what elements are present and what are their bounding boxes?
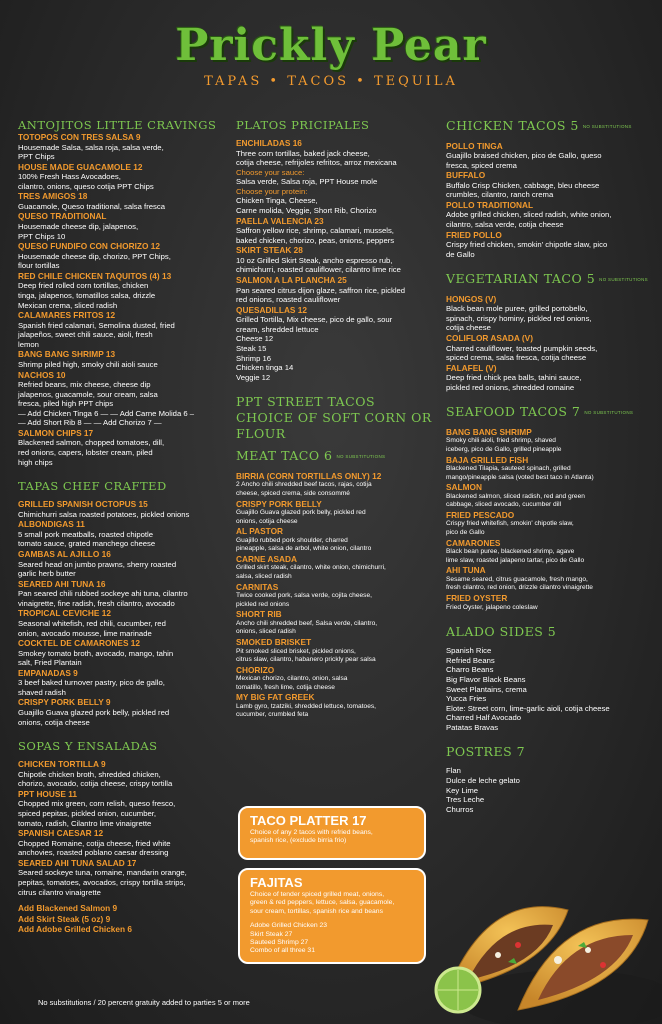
menu-item-desc: tomato, radish, Cilantro lime vinaigrette [18, 818, 152, 828]
menu-item-desc: Veggie 12 [236, 372, 271, 382]
menu-item-name: GRILLED SPANISH OCTOPUS 15 [18, 499, 148, 510]
menu-item-desc: jalapeños, sweet chili sauce, aioli, fresh [18, 330, 153, 340]
menu-item-desc: Chipotle chicken broth, shredded chicken, [18, 769, 161, 779]
menu-item-desc: Blackened salmon, sliced radish, red and green [446, 492, 585, 500]
menu-item-desc: Charred cauliflower, toasted pumpkin seeds, [446, 343, 598, 353]
menu-item-desc: Smokey tomato broth, avocado, mango, tahin [18, 648, 174, 658]
menu-item-name: MY BIG FAT GREEK [236, 692, 315, 703]
brand-header [0, 22, 662, 89]
menu-item-desc: flour tortillas [18, 261, 60, 271]
vegetarian-taco-title: VEGETARIAN TACO 5 [446, 271, 596, 287]
menu-item-desc: PPT Chips [18, 152, 55, 162]
menu-item-name: SALMON [446, 482, 482, 493]
menu-item-desc: jalapenos, guacamole, sour cream, salsa [18, 389, 158, 399]
menu-item-desc: citrus slaw, cilantro, habanero prickly pear salsa [236, 656, 376, 664]
menu-item-desc: cream, shredded lettuce [236, 324, 319, 334]
menu-item-desc: citrus cilantro vinaigrette [18, 887, 101, 897]
menu-item-desc: Lamb gyro, tzatziki, shredded lettuce, tomatoes, [236, 702, 377, 710]
menu-item-desc: pickled red onions, shredded romaine [446, 382, 575, 392]
menu-item-desc: 100% Fresh Hass Avocadoes, [18, 172, 121, 182]
menu-item-name: QUESO TRADITIONAL [18, 211, 107, 222]
menu-item-desc: red onions, roasted cauliflower [236, 295, 341, 305]
menu-item-desc: chorizo, avocado, cotija cheese, crispy tortilla [18, 779, 173, 789]
menu-item-desc: spinach, crispy hominy, pickled red onions, [446, 313, 592, 323]
menu-item-desc: Deep fried rolled corn tortillas, chicken [18, 281, 149, 291]
menu-item-desc: Guajillo Guava glazed pork belly, pickled red [236, 509, 366, 517]
list-item: Yucca Fries [446, 694, 487, 704]
menu-item-desc: cotija cheese, refrijoles refritos, arroz mexicana [236, 158, 397, 168]
list-item: Big Flavor Black Beans [446, 674, 526, 684]
menu-item-name: FRIED OYSTER [446, 593, 508, 604]
menu-item-desc: de Gallo [446, 249, 475, 259]
menu-item-desc: Smoky chili aioli, fried shrimp, shaved [446, 437, 556, 445]
menu-item-desc: onions, sliced radish [236, 628, 296, 636]
menu-item-name: FRIED POLLO [446, 229, 502, 240]
fajitas-desc: Choice of tender spiced grilled meat, onions, [250, 891, 385, 898]
menu-item-name: ENCHILADAS 16 [236, 138, 302, 148]
menu-item-desc: Black bean mole puree, grilled portobello, [446, 304, 588, 314]
vegetarian-taco-note: NO SUBSTITUTIONS [599, 276, 648, 282]
menu-item-name: GAMBAS AL AJILLO 16 [18, 549, 111, 560]
menu-item-desc: Pit smoked sliced brisket, pickled onions, [236, 647, 356, 655]
fajitas-options [250, 922, 414, 956]
menu-item-desc: Carne molida, Veggie, Short Rib, Chorizo [236, 206, 377, 216]
menu-item-desc: — Add Chicken Tinga 6 — — Add Carne Molida 6 – [18, 408, 195, 418]
fajitas-desc: sour cream, tortillas, spanish rice and beans [250, 907, 383, 915]
menu-item-desc: cucumber, crumbled feta [236, 711, 309, 719]
fajitas-option: Sauteed Shrimp 27 [250, 939, 309, 947]
menu-item-name: CARNE ASADA [236, 553, 297, 564]
menu-item-name: POLLO TRADITIONAL [446, 199, 534, 210]
sopas-addons [18, 903, 226, 935]
footer-note: No substitutions / 20 percent gratuity added to parties 5 or more [38, 998, 250, 1007]
menu-item-desc: Mexican chorizo, cilantro, onion, salsa [236, 675, 348, 683]
menu-item-desc: Housemade cheese dip, chorizo, PPT Chips, [18, 251, 171, 261]
tacos-illustration [428, 880, 662, 1024]
section-title-postres: POSTRES 7 [446, 744, 526, 760]
addon-item: Add Adobe Grilled Chicken 6 [18, 924, 133, 935]
section-title-meat-taco [236, 448, 436, 465]
sopas-list [18, 759, 226, 897]
menu-item-name: SALMON CHIPS 17 [18, 427, 94, 438]
alado-sides-list [446, 646, 652, 732]
menu-item-desc: shaved radish [18, 687, 66, 697]
menu-item-name: QUESADILLAS 12 [236, 304, 307, 315]
menu-item-name: CHICKEN TORTILLA 9 [18, 759, 106, 770]
menu-item-name: AL PASTOR [236, 526, 284, 537]
menu-item-desc: Twice cooked pork, salsa verde, cojita cheese, [236, 592, 372, 600]
menu-item-name: BAJA GRILLED FISH [446, 454, 529, 465]
platos-list [236, 138, 436, 216]
menu-item-desc: PPT Chips 10 [18, 231, 66, 241]
menu-item-desc: Housemade Salsa, salsa roja, salsa verde, [18, 142, 164, 152]
menu-item-desc: Chopped mix green, corn relish, queso fresco, [18, 799, 176, 809]
menu-item-desc: Buffalo Crisp Chicken, cabbage, bleu cheese [446, 180, 600, 190]
street-tacos-subtitle: CHOICE OF SOFT CORN OR FLOUR [236, 410, 432, 442]
menu-item-desc: tinga, jalapenos, tomatillos salsa, drizzle [18, 290, 156, 300]
seafood-tacos-list [446, 427, 652, 612]
menu-item-desc: Three corn tortillas, baked jack cheese, [236, 148, 370, 158]
fajitas-option: Skirt Steak 27 [250, 930, 293, 938]
menu-item-desc: high chips [18, 457, 53, 467]
menu-item-desc: red onions, capers, lobster cream, piled [18, 448, 153, 458]
menu-item-name: PPT HOUSE 11 [18, 788, 78, 799]
menu-item-desc: Guajillo braised chicken, pico de Gallo, queso [446, 151, 602, 160]
menu-item-desc: Ancho chili shredded beef, Salsa verde, cilantro, [236, 619, 378, 627]
menu-item-desc: Blackened Tilapia, sauteed spinach, grilled [446, 465, 571, 473]
taco-platter-desc: Choice of any 2 tacos with refried beans, [250, 829, 373, 836]
menu-item-name: CALAMARES FRITOS 12 [18, 310, 116, 321]
chicken-tacos-title: CHICKEN TACOS 5 [446, 118, 579, 133]
list-item: Patatas Bravas [446, 722, 499, 732]
menu-item-name: SPANISH CAESAR 12 [18, 828, 104, 839]
fajitas-option: Combo of all three 31 [250, 947, 315, 955]
section-title-alado-sides: ALADO SIDES 5 [446, 624, 557, 640]
menu-item-desc: cotija cheese [446, 323, 491, 333]
menu-item-desc: pico de Gallo [446, 529, 485, 537]
menu-item-desc: onions, cotija cheese [236, 517, 298, 525]
menu-item-desc: Guajillo Guava glazed pork belly, pickled red [18, 707, 170, 717]
menu-item-desc: Adobe grilled chicken, sliced radish, white onion, [446, 210, 612, 220]
section-title-vegetarian-taco [446, 271, 652, 288]
menu-item-desc: Guacamole, Queso traditional, salsa fresca [18, 201, 165, 211]
menu-item-desc: vinaigrette, fine radish, fresh cilantro, avocado [18, 598, 175, 608]
menu-item-name: RED CHILE CHICKEN TAQUITOS (4) 13 [18, 270, 172, 281]
meat-taco-title: MEAT TACO 6 [236, 448, 333, 464]
menu-item-name: POLLO TINGA [446, 140, 503, 151]
menu-item-desc: garlic herb butter [18, 569, 76, 579]
menu-item-desc: spiced pepitas, pickled onion, cucumber, [18, 808, 157, 818]
list-item: Refried Beans [446, 655, 495, 665]
section-title-chicken-tacos [446, 118, 652, 135]
menu-item-desc: Chimichurri salsa roasted potatoes, pickled onions [18, 509, 190, 519]
seafood-tacos-note: NO SUBSTITUTIONS [584, 409, 634, 415]
menu-item-name: COLIFLOR ASADA (V) [446, 333, 533, 344]
section-title-tapas-chef: TAPAS CHEF CRAFTED [18, 479, 167, 494]
menu-item-name: BIRRIA (CORN TORTILLAS ONLY) 12 [236, 470, 382, 481]
menu-item-desc: baked chicken, chorizo, peas, onions, peppers [236, 235, 395, 245]
menu-item-desc: lime slaw, roasted jalapeno tartar, pico de Gallo [446, 556, 585, 564]
addon-item: Add Skirt Steak (5 oz) 9 [18, 913, 111, 924]
menu-item-name: SMOKED BRISKET [236, 637, 312, 647]
menu-item-desc: iceberg, pico de Gallo, grilled pineapple [446, 446, 562, 453]
menu-item-desc: Salsa verde, Salsa roja, PPT House mole [236, 177, 378, 187]
menu-item-desc: Spanish fried calamari, Semolina dusted, fried [18, 320, 175, 330]
menu-item-name: ALBONDIGAS 11 [18, 519, 85, 530]
menu-item-desc: cabbage, sliced avocado, cucumber dill [446, 501, 562, 509]
meat-taco-note: NO SUBSTITUTIONS [336, 453, 386, 459]
menu-item-desc: 5 small pork meatballs, roasted chipotle [18, 529, 154, 539]
menu-item-desc: tomatillo, fresh lime, cotija cheese [236, 683, 335, 691]
menu-item-desc: Cheese 12 [236, 334, 274, 344]
menu-item-desc: fresca, spiced crema [446, 160, 517, 170]
menu-item-desc: Blackened salmon, chopped tomatoes, dill, [18, 438, 165, 448]
menu-item-name: CAMARONES [446, 537, 501, 548]
taco-platter-desc: spanish rice, (exclude birria frio) [250, 837, 347, 845]
menu-item-name: SEARED AHI TUNA 16 [18, 578, 106, 589]
menu-item-name: AHI TUNA [446, 565, 486, 576]
menu-item-desc: onion, avocado mousse, lime marinade [18, 628, 152, 638]
list-item: Spanish Rice [446, 646, 492, 656]
menu-column-left [18, 118, 226, 935]
menu-column-middle [236, 118, 436, 720]
fajitas-title: FAJITAS [250, 875, 303, 890]
menu-item-name: BUFFALO [446, 170, 486, 181]
list-item: Dulce de leche gelato [446, 776, 520, 786]
menu-item-desc: Fried Oyster, jalapeno coleslaw [446, 603, 538, 611]
list-item: Churros [446, 804, 474, 814]
list-item: Flan [446, 766, 461, 776]
menu-item-desc: Saffron yellow rice, shrimp, calamari, mussels, [236, 226, 394, 236]
menu-item-desc: Sesame seared, citrus guacamole, fresh mango, [446, 575, 588, 583]
restaurant-logo: Prickly Pear [175, 20, 487, 71]
menu-item-desc: pepitas, tomatoes, avocados, crispy tortilla strips, [18, 877, 186, 887]
menu-item-desc: Refried beans, mix cheese, cheese dip [18, 380, 151, 389]
menu-item-desc: salsa, sliced radish [236, 573, 292, 581]
fajitas-option: Adobe Grilled Chicken 23 [250, 922, 328, 930]
menu-item-desc: Pan seared chili rubbed sockeye ahi tuna, cilantro [18, 589, 188, 599]
taco-platter-box [238, 806, 426, 860]
menu-item-desc: 2 Ancho chili shredded beef tacos, rajas, cotija [236, 481, 372, 489]
menu-item-desc: anchovies, roasted poblano caesar dressing [18, 848, 169, 858]
menu-item-desc: Pan seared citrus dijon glaze, saffron rice, pickled [236, 285, 406, 295]
menu-item-name: NACHOS 10 [18, 369, 66, 380]
tapas-chef-list [18, 499, 226, 727]
seafood-tacos-title: SEAFOOD TACOS 7 [446, 404, 581, 420]
menu-item-desc: pickled red onions [236, 600, 290, 608]
list-item: Elote: Street corn, lime-garlic aioli, cotija cheese [446, 703, 610, 713]
menu-item-desc: Grilled Tortilla, Mix cheese, pico de gallo, sour [236, 315, 393, 325]
fajitas-desc: green & red peppers, lettuce, salsa, guacamole, [250, 899, 395, 907]
street-tacos-title: PPT STREET TACOS [236, 394, 376, 410]
menu-item-name: CARNITAS [236, 581, 279, 592]
menu-item-desc: cheese, spiced crema, side consommé [236, 489, 350, 497]
menu-item-desc: fresca, piled high PPT chips [18, 399, 114, 409]
list-item: Sweet Plantains, crema [446, 684, 527, 694]
menu-item-name: CRISPY PORK BELLY 9 [18, 697, 111, 708]
menu-item-desc: salt, Fried Plantain [18, 658, 82, 668]
menu-item-desc: onions, cotija cheese [18, 717, 90, 727]
menu-item-desc: spiced crema, salsa fresca, cotija cheese [446, 353, 587, 363]
menu-item-note: Choose your protein: [236, 186, 308, 196]
menu-item-name: SEARED AHI TUNA SALAD 17 [18, 857, 137, 868]
menu-item-desc: Chicken Tinga, Cheese, [236, 196, 318, 206]
menu-item-name: EMPANADAS 9 [18, 667, 78, 678]
menu-item-desc: tomato sauce, grated manchego cheese [18, 539, 156, 549]
section-title-sopas: SOPAS Y ENSALADAS [18, 739, 158, 754]
menu-item-desc: pineapple, salsa de arbol, white onion, cilantro [236, 545, 372, 553]
menu-item-desc: fresh cilantro, red onion, drizzle cilantro vinaigrette [446, 584, 593, 592]
menu-item-desc: Guajillo rubbed pork shoulder, charred [236, 536, 348, 544]
menu-item-name: BANG BANG SHRIMP [446, 426, 532, 437]
menu-item-desc: 3 beef baked turnover pastry, pico de gallo, [18, 678, 165, 688]
list-item: Key Lime [446, 785, 479, 795]
fajitas-box [238, 868, 426, 964]
menu-item-name: CHORIZO [236, 664, 275, 675]
antojitos-list [18, 132, 226, 467]
menu-item-desc: Shrimp 16 [236, 353, 272, 363]
menu-item-desc: Seared head on jumbo prawns, sherry roasted [18, 559, 177, 569]
menu-item-name: SKIRT STEAK 28 [236, 245, 303, 256]
menu-item-desc: 10 oz Grilled Skirt Steak, ancho espresso rub, [236, 255, 393, 265]
menu-item-name: QUESO FUNDIFO CON CHORIZO 12 [18, 241, 160, 252]
list-item: Charro Beans [446, 665, 494, 675]
menu-item-desc: Grilled skirt steak, cilantro, white onion, chimichurri, [236, 564, 386, 572]
menu-item-desc: Crispy fried chicken, smokin' chipotle slaw, pico [446, 240, 608, 250]
list-item: Tres Leche [446, 795, 485, 805]
menu-item-desc: Chicken tinga 14 [236, 363, 294, 373]
menu-item-name: TRES AMIGOS 18 [18, 191, 88, 202]
section-title-seafood-tacos [446, 404, 652, 421]
addon-item: Add Blackened Salmon 9 [18, 903, 118, 914]
menu-item-name: HOUSE MADE GUACAMOLE 12 [18, 161, 143, 172]
chicken-tacos-note: NO SUBSTITUTIONS [582, 123, 632, 129]
taco-platter-title: TACO PLATTER 17 [250, 813, 367, 828]
menu-item-desc: crumbles, cilantro, ranch crema [446, 190, 554, 200]
menu-item-name: SHORT RIB [236, 609, 282, 620]
menu-item-desc: Black bean puree, blackened shrimp, agave [446, 548, 575, 556]
menu-item-desc: Chopped Romaine, cotija cheese, fried white [18, 838, 171, 848]
menu-item-desc: cilantro, onions, queso cotija PPT Chips [18, 181, 154, 191]
platos-list-rest [236, 216, 436, 383]
menu-item-name: BANG BANG SHRIMP 13 [18, 349, 116, 360]
list-item: Charred Half Avocado [446, 713, 522, 723]
menu-item-desc: Steak 15 [236, 344, 267, 353]
menu-item-desc: Seared sockeye tuna, romaine, mandarin orange, [18, 868, 187, 878]
menu-item-desc: Deep fried chick pea balls, tahini sauce, [446, 373, 582, 383]
menu-item-desc: Housemade cheese dip, jalapenos, [18, 221, 139, 231]
chicken-tacos-list [446, 141, 652, 260]
vegetarian-taco-list [446, 294, 652, 393]
menu-item-note: Choose your sauce: [236, 167, 305, 177]
menu-item-desc: Shrimp piled high, smoky chili aioli sauce [18, 359, 158, 369]
menu-item-desc: Mexican crema, sliced radish [18, 300, 118, 310]
menu-item-desc: lemon [18, 339, 39, 349]
menu-item-name: FALAFEL (V) [446, 362, 497, 373]
menu-item-name: FRIED PESCADO [446, 509, 515, 520]
restaurant-tagline: TAPAS • TACOS • TEQUILA [204, 74, 458, 89]
menu-item-desc: — Add Short Rib 8 — — Add Chorizo 7 — [18, 418, 162, 428]
menu-item-name: PAELLA VALENCIA 23 [236, 215, 324, 226]
menu-item-name: HONGOS (V) [446, 293, 497, 304]
menu-item-name: TROPICAL CEVICHE 12 [18, 608, 111, 619]
menu-item-name: TOTOPOS CON TRES SALSA 9 [18, 132, 141, 142]
postres-list [446, 766, 652, 814]
section-title-antojitos: ANTOJITOS LITTLE CRAVINGS [18, 118, 217, 132]
menu-item-name: CRISPY PORK BELLY [236, 498, 322, 509]
menu-item-name: COCKTEL DE CAMARONES 12 [18, 638, 141, 649]
section-title-platos: PLATOS PRICIPALES [236, 118, 370, 132]
menu-item-name: SALMON A LA PLANCHA 25 [236, 275, 347, 286]
menu-column-right [446, 118, 652, 814]
meat-taco-list [236, 471, 436, 720]
menu-item-desc: chimichurri, roasted cauliflower, cilantro lime rice [236, 265, 401, 275]
menu-item-desc: Seasonal whitefish, red chili, cucumber, red [18, 618, 166, 628]
menu-item-desc: cilantro, salsa verde, cotija cheese [446, 219, 564, 229]
menu-item-desc: mango/pineapple salsa (voted best taco in Atlanta) [446, 473, 594, 481]
menu-item-desc: Crispy fried whitefish, smokin' chipotle slaw, [446, 520, 574, 528]
